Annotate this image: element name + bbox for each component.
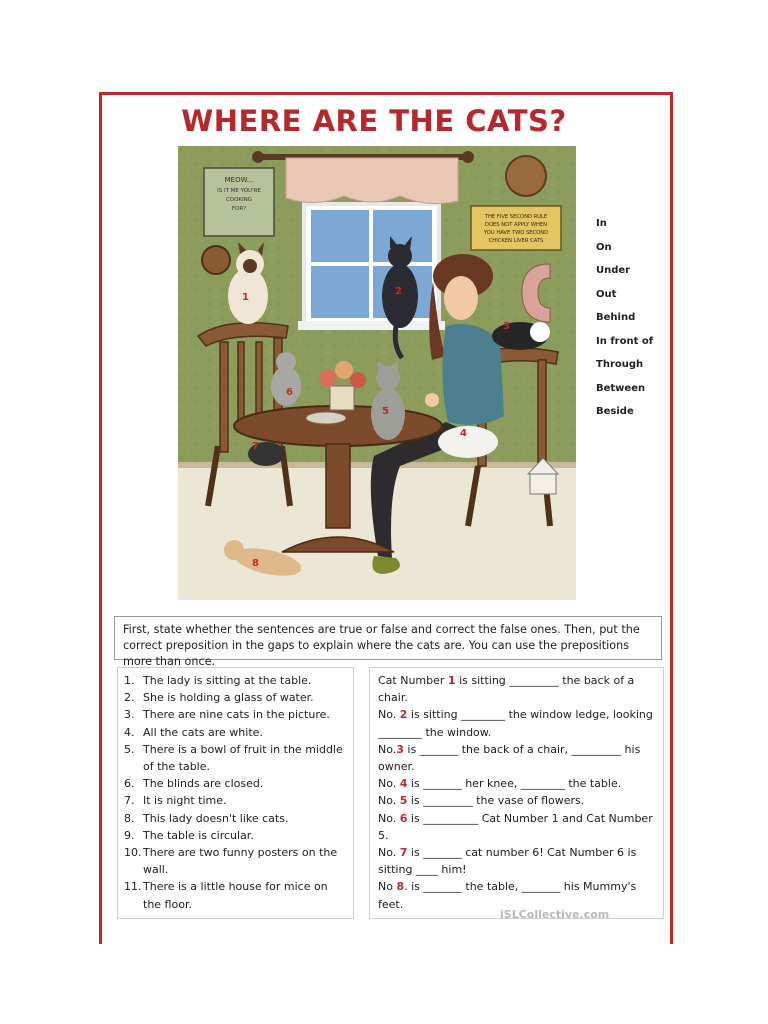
gap-sentence: No. 5 is _________ the vase of flowers. [378,794,585,808]
cat-label-8: 8 [252,558,259,569]
poster-left-line-4: FOR? [231,206,247,212]
cat-4 [438,426,498,458]
illustration [178,146,576,600]
poster-right-line-3: YOU HAVE TWO SECOND [483,230,549,236]
gap-sentence: No. 6 is __________ Cat Number 1 and Cat Number 5. [378,811,653,842]
true-false-box [117,667,354,919]
preposition: Out [596,288,617,300]
poster-left-line-3: COOKING [225,197,253,203]
gap-sentence: No. 4 is _______ her knee, ________ the table. [378,777,622,791]
cat-label-5: 5 [382,406,389,417]
poster-left [204,168,274,236]
gap-sentence: No 8. is _______ the table, _______ his Mummy's feet. [378,880,637,911]
list-item: 3. There are nine cats in the picture. [124,708,330,722]
cat-label-1: 1 [242,292,249,303]
poster-right-line-2: DOES NOT APPLY WHEN [484,222,548,228]
preposition: Beside [596,406,634,417]
list-item: 1. The lady is sitting at the table. [124,674,312,687]
cat-label-3: 3 [503,321,510,332]
gap-sentence: Cat Number 1 is sitting _________ the back of a chair. [378,674,635,705]
watermark: iSLCollective.com [500,908,610,921]
cat-label-7: 7 [252,441,259,452]
list-item: 10. There are two funny posters on the wall. [124,846,338,877]
list-item: 7. It is night time. [124,794,227,808]
true-false-list [124,672,347,913]
gap-sentence: No.3 is _______ the back of a chair, _________ his owner. [378,742,641,774]
poster-left-line-2: IS IT ME YOU'RE [217,188,261,194]
poster-left-line-1: MEOW... [224,176,254,184]
gap-fill-box [369,667,664,919]
list-item: 5. There is a bowl of fruit in the middle of the table. [124,742,343,774]
preposition: Behind [596,312,636,323]
list-item: 8. This lady doesn't like cats. [124,811,289,825]
preposition: In [596,218,607,229]
preposition-list [596,218,653,430]
page-title: WHERE ARE THE CATS? [181,104,567,138]
poster-right [471,206,561,250]
preposition: On [596,241,612,253]
gap-sentence: No. 7 is _______ cat number 6! Cat Number 6 is sitting ____ him! [378,846,637,877]
cat-label-6: 6 [286,387,293,398]
preposition: Between [596,382,646,394]
poster-right-line-1: THE FIVE SECOND RULE [484,214,548,220]
cat-label-2: 2 [395,286,402,297]
preposition: In front of [596,335,654,347]
preposition: Through [596,359,644,370]
poster-right-line-4: CHICKEN LIVER CATS [488,238,544,244]
list-item: 6. The blinds are closed. [124,777,264,791]
list-item: 11. There is a little house for mice on the floor. [124,880,328,911]
list-item: 2. She is holding a glass of water. [124,691,314,705]
gap-sentence: No. 2 is sitting ________ the window ledge, looking ________ the window. [378,708,653,739]
preposition: Under [596,265,631,276]
list-item: 9. The table is circular. [124,828,254,842]
instructions: First, state whether the sentences are true or false and correct the false ones. Then, put the correct preposition in the gaps to explain where the cats are. You can use the prepositions more than once. [114,616,662,660]
list-item: 4. All the cats are white. [124,725,263,739]
cat-label-4: 4 [460,428,467,439]
